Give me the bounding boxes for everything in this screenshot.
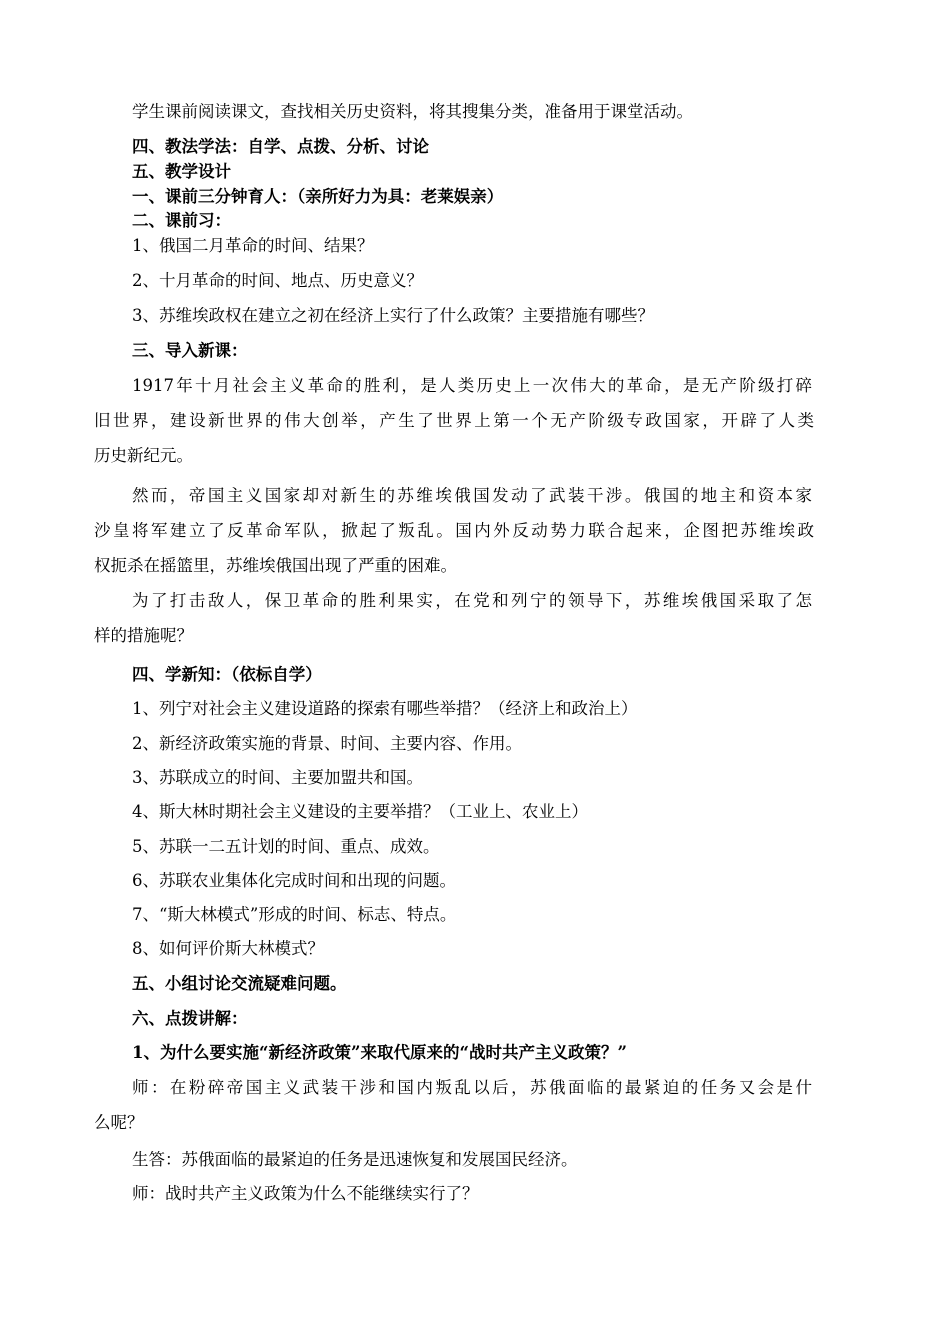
paragraph-line: 样的措施呢？ xyxy=(94,626,193,645)
paragraph-line: 权扼杀在摇篮里，苏维埃俄国出现了严重的困难。 xyxy=(94,556,457,575)
list-item: 3、苏维埃政权在建立之初在经济上实行了什么政策？主要措施有哪些？ xyxy=(132,306,654,325)
section-heading: 二、课前习： xyxy=(132,211,231,230)
list-item: 4、斯大林时期社会主义建设的主要举措？（工业上、农业上） xyxy=(132,802,588,821)
list-item: 5、苏联一二五计划的时间、重点、成效。 xyxy=(132,837,440,856)
paragraph-line: 旧世界，建设新世界的伟大创举，产生了世界上第一个无产阶级专政国家，开辟了人类 xyxy=(94,411,814,430)
section-heading: 三、导入新课： xyxy=(132,341,248,360)
paragraph-line: 师：战时共产主义政策为什么不能继续实行了？ xyxy=(132,1184,479,1203)
paragraph-line: 生答：苏俄面临的最紧迫的任务是迅速恢复和发展国民经济。 xyxy=(132,1150,578,1169)
paragraph-line: 师：在粉碎帝国主义武装干涉和国内叛乱以后，苏俄面临的最紧迫的任务又会是什 xyxy=(132,1078,812,1097)
list-item: 1、俄国二月革命的时间、结果？ xyxy=(132,236,374,255)
paragraph-line: 然而，帝国主义国家却对新生的苏维埃俄国发动了武装干涉。俄国的地主和资本家 xyxy=(132,486,812,505)
question-heading: 1、为什么要实施“新经济政策”来取代原来的“战时共产主义政策？” xyxy=(132,1043,627,1062)
list-item: 7、“斯大林模式”形成的时间、标志、特点。 xyxy=(132,905,457,924)
section-heading: 四、学新知：（依标自学） xyxy=(132,665,322,684)
list-item: 2、新经济政策实施的背景、时间、主要内容、作用。 xyxy=(132,734,522,753)
section-heading: 一、课前三分钟育人：（亲所好力为具：老莱娱亲） xyxy=(132,187,504,206)
section-heading: 六、点拨讲解： xyxy=(132,1009,248,1028)
paragraph-line: 沙皇将军建立了反革命军队，掀起了叛乱。国内外反动势力联合起来，企图把苏维埃政 xyxy=(94,521,814,540)
section-heading: 五、教学设计 xyxy=(132,162,231,181)
section-heading: 五、小组讨论交流疑难问题。 xyxy=(132,974,347,993)
list-item: 8、如何评价斯大林模式？ xyxy=(132,939,324,958)
list-item: 2、十月革命的时间、地点、历史意义？ xyxy=(132,271,423,290)
paragraph-line: 1917年十月社会主义革命的胜利，是人类历史上一次伟大的革命，是无产阶级打碎 xyxy=(132,376,812,395)
section-heading: 四、教法学法：自学、点拨、分析、讨论 xyxy=(132,137,429,156)
paragraph-line: 么呢？ xyxy=(94,1113,144,1132)
paragraph-line: 历史新纪元。 xyxy=(94,446,193,465)
list-item: 6、苏联农业集体化完成时间和出现的问题。 xyxy=(132,871,456,890)
paragraph-line: 为了打击敌人，保卫革命的胜利果实，在党和列宁的领导下，苏维埃俄国采取了怎 xyxy=(132,591,812,610)
text-line: 学生课前阅读课文，查找相关历史资料，将其搜集分类，准备用于课堂活动。 xyxy=(132,102,693,121)
list-item: 3、苏联成立的时间、主要加盟共和国。 xyxy=(132,768,423,787)
list-item: 1、列宁对社会主义建设道路的探索有哪些举措？（经济上和政治上） xyxy=(132,699,638,718)
